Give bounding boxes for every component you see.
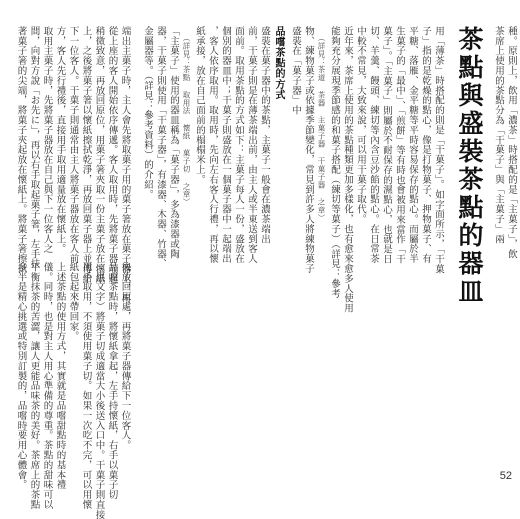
text-column: （黑文字）將菓子切成適當大小後送入口中。干菓子則直接: [93, 262, 105, 519]
text-column: 生菓子的「最中」、「煎餅」等有時也會被用來當作「干: [394, 26, 405, 264]
text-column: 從上座的客人開始依序傳遞。客人取用時，先將菓子器端起: [106, 26, 118, 284]
text-column: 子」指的是乾燥的點心，像是打物菓子、押物菓子、有: [420, 26, 431, 264]
text-column: 紙承接，放在自己面前的榻榻米上。: [194, 26, 205, 185]
text-column: 著菓子箸的尖端，將菓子夾起放在懷紙上。將菓子箸擦拭: [15, 26, 27, 274]
text-column: 用「薄茶」時搭配的則是「干菓子」。如字面所示，「干菓: [433, 26, 444, 274]
text-column: 菓子」。「主菓子」則屬於不耐保存的濕點心，也就是日: [381, 26, 392, 264]
text-column: 面前。取用茶點的方式如下：主菓子每人一份，盛放在: [233, 26, 244, 264]
text-column: 端出主菓子時，主人會先將取菓子用的菓子箸放在菓子器上，再: [119, 26, 131, 304]
small-note: （詳見：茶道 茶器 主菓子器 干菓子器 之章）: [317, 34, 326, 222]
text-column: 平糖、落雁、金平糖等平時容易保存的點心。而屬於半: [407, 26, 418, 264]
text-column: 間，向對方說「お先に」，再以右手取起菓子箸，左手扶: [28, 26, 40, 269]
text-column: 種。原則上，飲用「濃茶」時搭配的是「主菓子」，飲: [506, 26, 517, 259]
text-column: 多半是精心挑選或特別訂製的，品嚐時要用心體會。: [15, 262, 27, 490]
small-note: （詳見：茶點 取用法 懷紙 菓子切 之章）: [182, 34, 191, 206]
text-column: 方，客人先行禮後，直接用手取用適量放在懷紙上。: [54, 26, 66, 254]
text-column: 後放回原處，再將菓子器傳給下一位客人。: [119, 262, 131, 451]
text-column: 稍微致意，再放回原位，用菓子箸夾取一份主菓子放在懷紙: [93, 26, 105, 284]
text-column: 平衡抹茶的苦澀，讓人更能品味茶的美好。茶席上的茶點: [28, 262, 40, 510]
text-column: ，客人依序取用。取用時，先向左右客人行禮，再以懷: [207, 26, 218, 264]
text-column: 「主菓子」使用的器皿稱為「菓子器」，多為漆器或陶: [168, 26, 179, 259]
text-column: 器，干菓子則使用「干菓子器」，有漆器、木器、竹器、: [155, 26, 166, 269]
text-column: 盛裝在「菓子器」中: [290, 26, 301, 116]
text-column: 近年來，茶席上使用的茶點種類更加多樣化，也有愈來愈多人使用: [342, 26, 353, 314]
text-column: 前，干菓子則是在薄茶端出前，由主人或半東送到客人: [246, 26, 257, 264]
text-column: 能夠充分展現季節感的和菓子搭配（練切等菓子）（詳見：參考: [329, 26, 340, 299]
text-column: 品嚐茶點時，將懷紙拿起，左手持懷紙，右手以菓子切: [106, 262, 118, 500]
text-column: 物、練物菓子或依據季節變化，常見到許多人將練物菓子: [303, 26, 314, 274]
page-title: 茶點與盛裝茶點的器皿: [455, 26, 484, 306]
page-number: 52: [499, 470, 512, 482]
text-column: 紙包起來帶回家。: [67, 262, 79, 342]
text-column: 上述茶點的使用方式，其實就是品嚐甜點時的基本禮: [54, 262, 66, 490]
text-column: 用手取用，不須使用菓子切。如果一次吃不完，可以用懷: [80, 262, 92, 510]
section-heading: 品嚐茶點的方式: [273, 26, 284, 101]
text-column: 金屬器等。（詳見：參考資料）的介紹。: [142, 26, 153, 200]
text-column: 上，之後將菓子箸以懷紙擦拭乾淨，再放回菓子器上並傳給: [80, 26, 92, 284]
text-column: 切、羊羹、饅頭、練切等內含豆沙餡的點心。在日常茶: [368, 26, 379, 264]
text-column: 中較不常見，大致來說，可以用干菓子取代。: [355, 26, 366, 224]
text-column: 盛裝在菓子器中的茶點，主菓子一般會在濃茶端出: [259, 26, 270, 244]
text-column: 個別的器皿中；干菓子則盛放在一個菓子器中一起端出: [220, 26, 231, 264]
text-column: 下一位客人。干菓子則通常由主人將菓子器放在客人前: [67, 26, 79, 264]
text-column: 茶席上使用的茶點分為「干菓子」與「主菓子」兩: [493, 26, 504, 244]
text-column: 取用主菓子時，先將菓子器放在自己與下一位客人之: [41, 26, 53, 254]
text-column: 儀。同時，也是對主人用心準備的尊重。茶點的甜味可以: [41, 262, 53, 510]
